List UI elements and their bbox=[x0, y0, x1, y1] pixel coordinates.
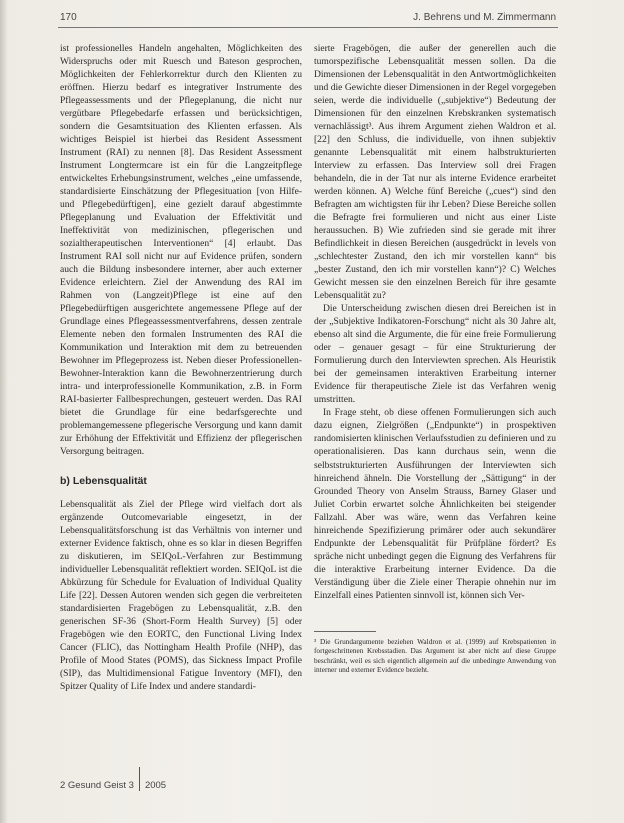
section-heading: b) Lebensqualität bbox=[60, 474, 147, 487]
page-edge-shadow bbox=[0, 0, 8, 823]
paragraph: sierte Fragebögen, die außer der generellen auch die tumorspezifische Lebensqualität messen sollen. Da die Dimensionen der Lebensqualität in den Antwortmöglichkeiten und die Gewichte dieser Dimensionen in der Regel vorgegeben seien, werde die individuelle („subjektive“) Bedeutung der Dimensionen für den einzelnen Krebskranken systematisch vernachlässigt³. Aus ihrem Argument ziehen Waldron et al. [22] den Schluss, die individuelle, von ihnen subjektiv genannte Lebensqualität mit einem halbstrukturierten Interview zu erfassen. Das Interview soll drei Fragen behandeln, die in der Tat nur als interne Evidence erarbeitet werden können. A) Welche fünf Bereiche („cues“) sind den Befragten am wichtigsten für ihr Leben? Diese Bereiche sollen die Befragte frei formulieren und nicht aus einer Liste heraussuchen. B) Wie zufrieden sind sie gerade mit ihrer Befindlichkeit in diesen Bereichen (ausgedrückt in levels von „schlechtester Zustand, den ich mir vorstellen kann“ bis „bester Zustand, den ich mir vorstellen kann“)? C) Welches Gewicht messen sie den einzelnen Bereich für ihre gesamte Lebensqualität zu? bbox=[314, 43, 556, 302]
paragraph: In Frage steht, ob diese offenen Formulierungen sich auch dazu eignen, Zielgrößen („Endpunkte“) in prospektiven randomisierten klinischen Verlaufsstudien zu definieren und zu operationalisieren. Das kann durchaus sein, wenn die selbststrukturierten Ausführungen der Interviewten sich hinreichend ähneln. Die Vorstellung der „Sättigung“ in der Grounded Theory von Anselm Strauss, Barney Glaser und Juliet Corbin erwartet solche Ähnlichkeiten bei steigender Fallzahl. Aber was wäre, wenn das Verfahren keine hinreichende Spezifizierung primärer oder auch sekundärer Endpunkte der Lebensqualität für Prüfpläne fördert? Es spräche nicht unbedingt gegen die Eignung des Verfahrens für die interaktive Erarbeitung interner Evidence. Da die Verständigung über die Ziele einer Therapie ohnehin nur im Einzelfall eines Patienten sinnvoll ist, können sich Ver- bbox=[314, 407, 556, 601]
right-column bbox=[314, 42, 556, 602]
page-number: 170 bbox=[60, 12, 77, 23]
footer-divider bbox=[139, 767, 140, 791]
paragraph: ist professionelles Handeln angehalten, Möglichkeiten des Widerspruchs oder mit Ruesch und Bateson gesprochen, Möglichkeiten der Fehlerkorrektur durch den Klienten zu eröffnen. Hierzu bedarf es integrativer Instrumente des Pflegeassessments und der Pflegeplanung, die nicht nur vergütbare Pflegebedarfe erfassen und berücksichtigen, sondern die Gesamtsituation des Klienten erfassen. Als wichtiges Beispiel ist hierbei das Resident Assessment Instrument (RAI) zu nennen [8]. Das Resident Assessment Instrument Longtermcare ist ein für die Langzeitpflege entwickeltes Erhebungsinstrument, welches „eine umfassende, standardisierte Einschätzung der Pflegesituation [von Hilfe- und Pflegebedürftigen], eine gezielt darauf abgestimmte Pflegeplanung und Evaluation der Effektivität und Ineffektivität von medizinischen, pflegerischen und sozialtherapeutischen Interventionen“ [4] erlaubt. Das Instrument RAI soll nicht nur auf Evidence prüfen, sondern auch die Bildung insbesondere interner, aber auch externer Evidence erleichtern. Ziel der Anwendung des RAI im Rahmen von (Langzeit)Pflege ist eine auf den Pflegebedürftigen ausgerichtete angemessene Pflege auf der Grundlage eines Pflegeassessmentverfahrens, dessen zentrale Elemente neben den formalen Instrumenten des RAI die Kommunikation und Interaktion mit dem zu betreuenden Bewohner im Pflegeprozess ist. Neben dieser Professionellen-Bewohner-Interaktion kann die Bewohnerzentrierung durch intra- und interprofessionelle Kommunikation, z.B. in Form RAI-basierter Fallbesprechungen, gesteuert werden. Das RAI bietet die Grundlage für eine bedarfsgerechte und problemangemessene pflegerische Versorgung und kann damit zur Erhöhung der Effektivität und Effizienz der pflegerischen Versorgung beitragen. bbox=[60, 43, 302, 458]
header-rule bbox=[58, 27, 558, 28]
footnote-rule bbox=[314, 631, 376, 632]
paragraph: Lebensqualität als Ziel der Pflege wird vielfach dort als ergänzende Outcomevariable eingesetzt, in der Lebensqualitätsforschung ist das Verhältnis von interner und externer Evidence faktisch, ohne es so klar in diesen Begriffen zu diskutieren, im SEIQoL-Verfahren zur Bestimmung individueller Lebensqualität reflektiert worden. SEIQoL ist die Abkürzung für Schedule for Evaluation of Individual Quality Life [22]. Dessen Autoren wenden sich gegen die verbreiteten standardisierten Fragebögen zu Lebensqualität, z.B. den generischen SF-36 (Short-Form Health Survey) [5] oder Fragebögen wie den EORTC, den Functional Living Index Cancer (FLIC), das Nottingham Health Profile (NHP), das Profile of Mood States (POMS), das Sickness Impact Profile (SIP), das Multidimensional Fatigue Inventory (MFI), den Spitzer Quality of Life Index und andere standardi- bbox=[60, 498, 302, 692]
left-column bbox=[60, 42, 302, 693]
footer-journal: 2 Gesund Geist 3 bbox=[60, 779, 134, 791]
page-footer bbox=[60, 773, 166, 797]
footer-year: 2005 bbox=[144, 779, 167, 791]
paragraph: Die Unterscheidung zwischen diesen drei Bereichen ist in der „Subjektive Indikatoren-Forschung“ nicht als 30 Jahre alt, ebenso alt sind die Argumente, die für eine freie Formulierung oder – genauer gesagt – für eine Strukturierung der Formulierung durch den Interviewten sprechen. Als Heuristik bei der gemeinsamen interaktiven Erarbeitung interner Evidence für therapeutische Ziele ist das Verfahren wenig umstritten. bbox=[314, 303, 556, 406]
footnote: ³ Die Grundargumente beziehen Waldron et al. (1999) auf Krebspatienten in fortgeschrittenen Krebsstadien. Das Argument ist aber nicht auf diese Gruppe beschränkt, weil es sich eigentlich allgemein auf die unbedingte Anwendung von interner und externer Evidence bezieht. bbox=[314, 637, 556, 675]
running-header-authors: J. Behrens und M. Zimmermann bbox=[413, 12, 556, 23]
